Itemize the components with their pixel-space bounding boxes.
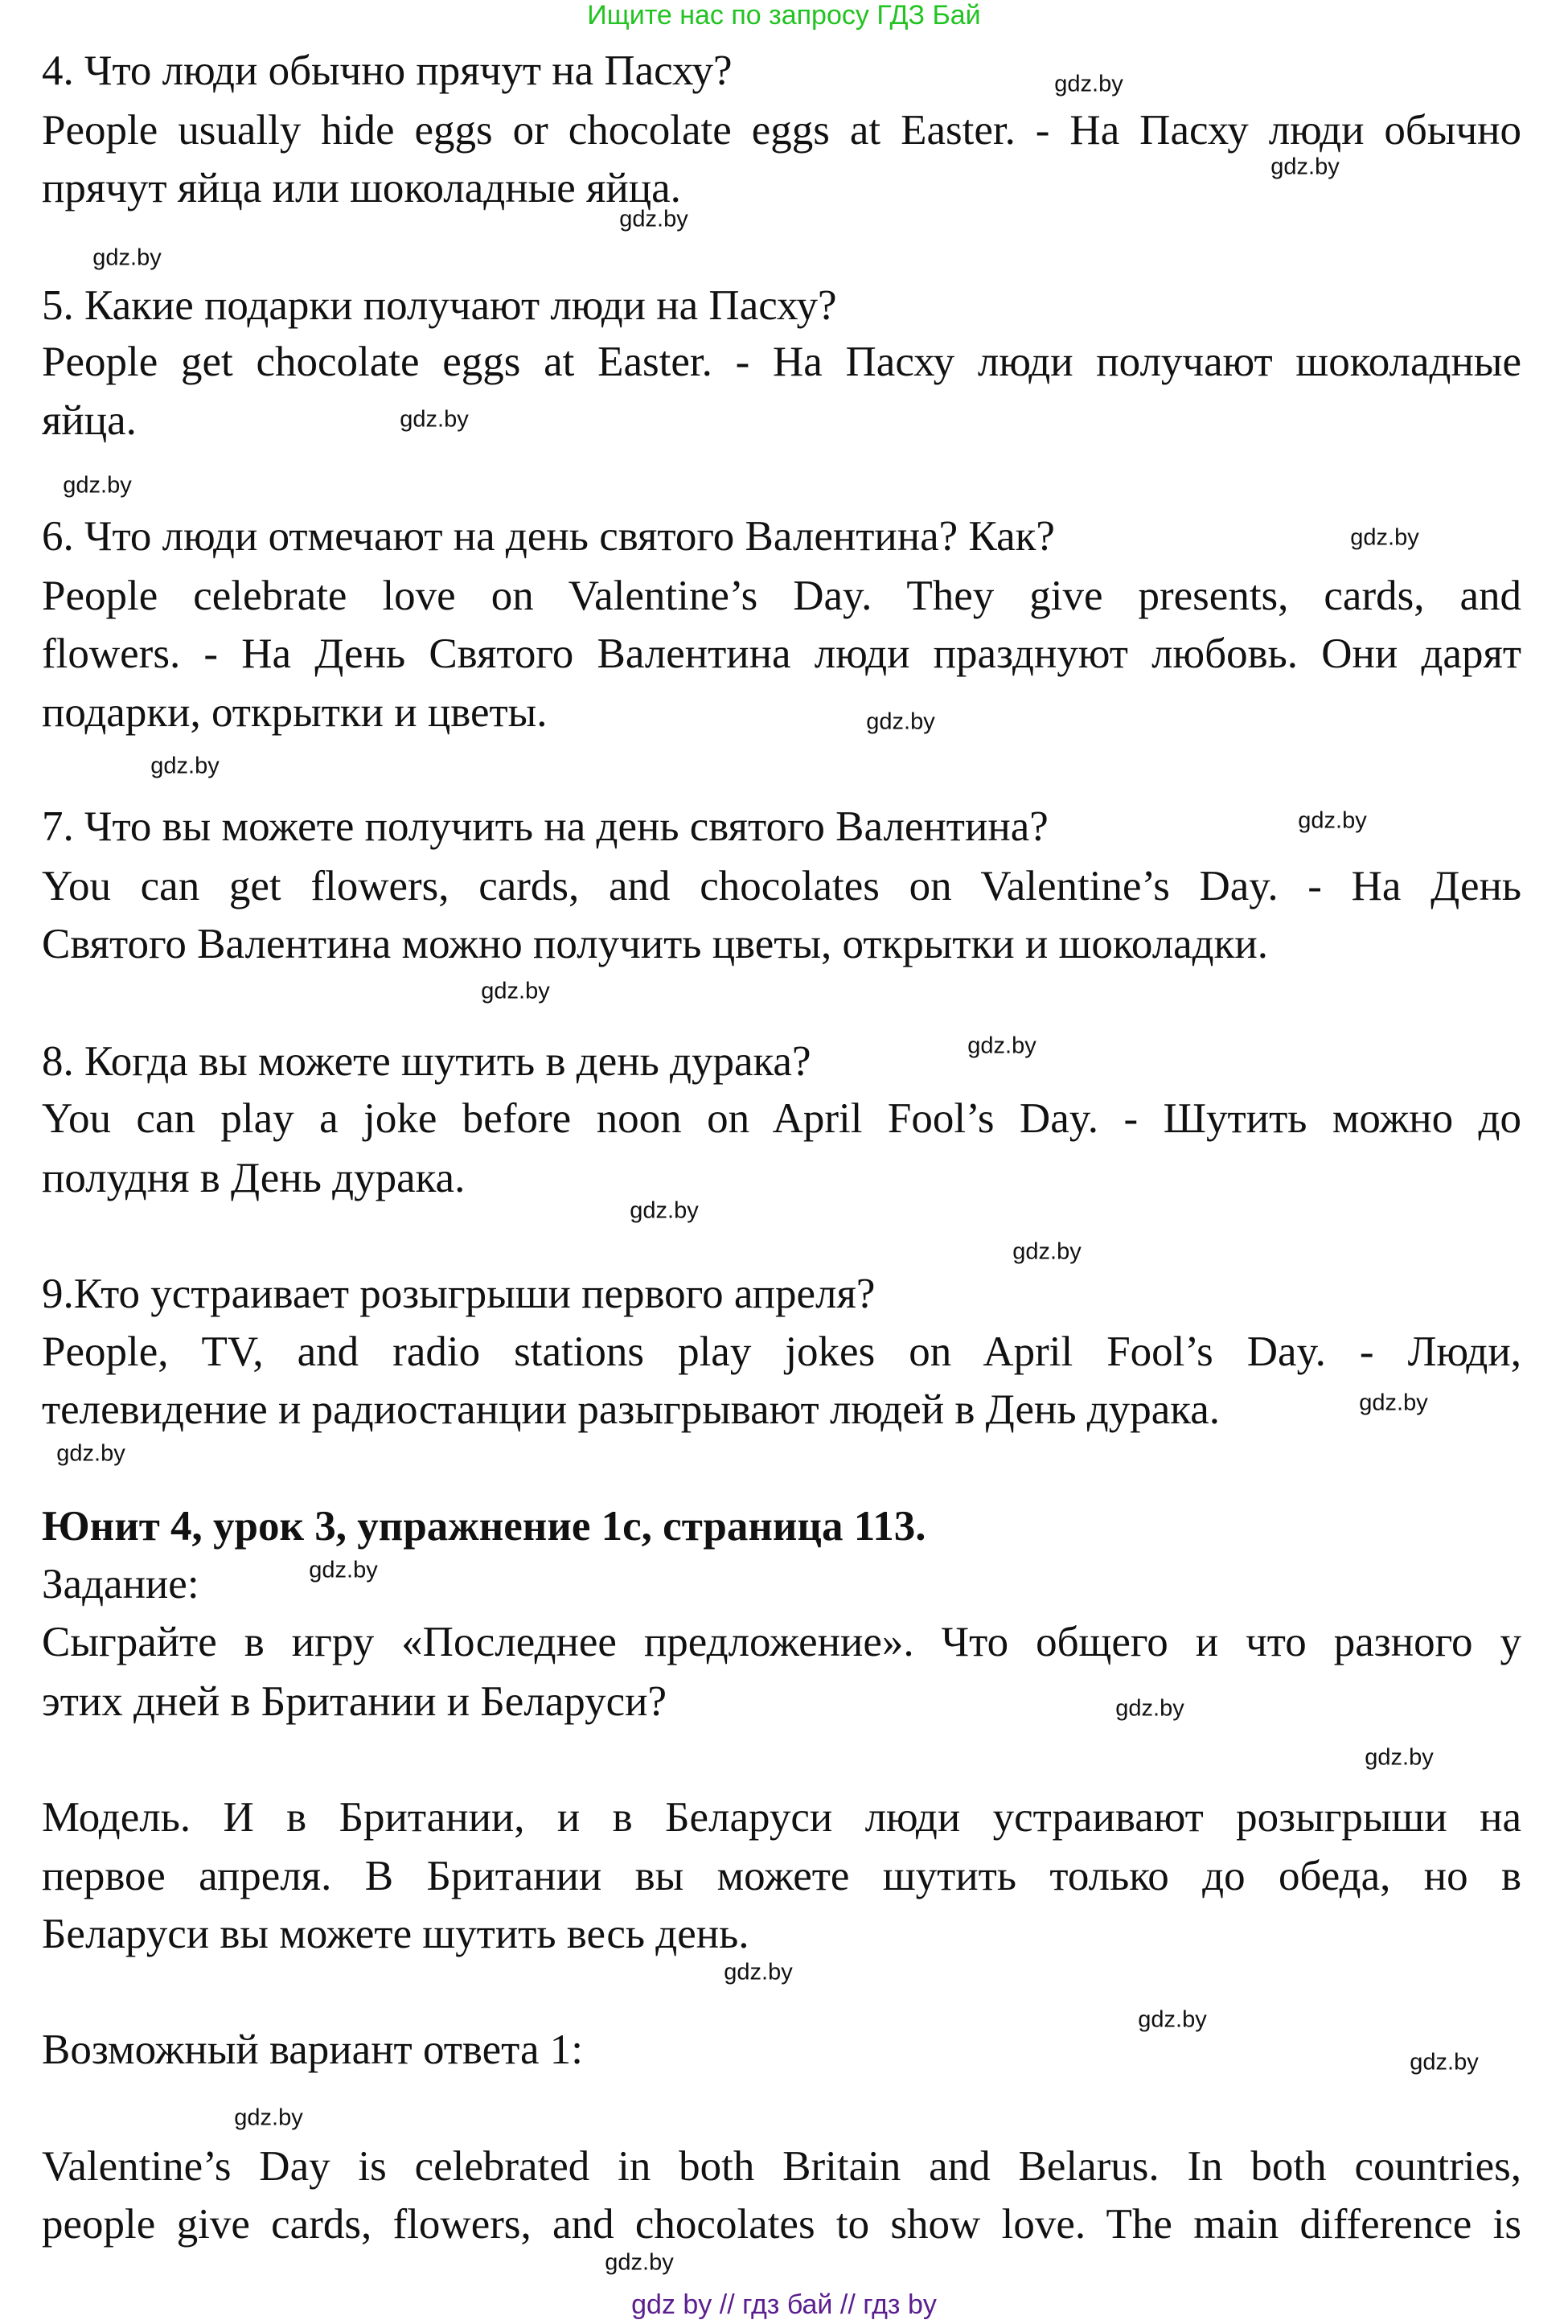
watermark-text: gdz.by	[56, 1440, 125, 1467]
watermark-text: gdz.by	[1138, 2006, 1207, 2033]
watermark-text: gdz.by	[481, 978, 550, 1004]
text-line: Святого Валентина можно получить цветы, открытки и шоколадки.	[42, 921, 1268, 967]
text-line: 7. Что вы можете получить на день святого Валентина?	[42, 803, 1049, 850]
text-line: 9.Кто устраивает розыгрыши первого апреля?	[42, 1271, 876, 1317]
text-line: People, TV, and radio stations play jokes on April Fool’s Day. - Люди,	[42, 1328, 1521, 1375]
watermark-text: gdz.by	[1115, 1695, 1184, 1722]
watermark-text: gdz.by	[150, 753, 220, 779]
search-banner[interactable]: Ищите нас по запросу ГДЗ Бай	[587, 0, 981, 31]
text-line: People celebrate love on Valentine’s Day. They give presents, cards, and	[42, 573, 1521, 619]
text-line: 5. Какие подарки получают люди на Пасху?	[42, 282, 837, 329]
text-line: первое апреля. В Британии вы можете шутить только до обеда, но в	[42, 1853, 1521, 1899]
watermark-text: gdz.by	[605, 2249, 674, 2276]
text-line: Модель. И в Британии, и в Беларуси люди устраивают розыгрыши на	[42, 1794, 1521, 1841]
watermark-text: gdz.by	[1012, 1238, 1082, 1265]
watermark-text: gdz.by	[92, 244, 162, 271]
text-line: Сыграйте в игру «Последнее предложение». Что общего и что разного у	[42, 1619, 1521, 1665]
watermark-text: gdz.by	[400, 406, 469, 433]
watermark-text: gdz.by	[619, 206, 688, 232]
watermark-text: gdz.by	[1270, 154, 1340, 180]
text-line: Valentine’s Day is celebrated in both Britain and Belarus. In both countries,	[42, 2143, 1521, 2190]
watermark-text: gdz.by	[63, 472, 132, 499]
text-line: телевидение и радиостанции разыгрывают людей в День дурака.	[42, 1386, 1221, 1433]
text-line: people give cards, flowers, and chocolates to show love. The main difference is	[42, 2201, 1521, 2248]
watermark-text: gdz.by	[630, 1197, 699, 1224]
text-line: прячут яйца или шоколадные яйца.	[42, 165, 681, 211]
watermark-text: gdz.by	[1410, 2049, 1479, 2076]
watermark-text: gdz.by	[1359, 1390, 1428, 1416]
watermark-text: gdz.by	[1350, 524, 1419, 551]
watermark-text: gdz.by	[309, 1557, 378, 1583]
text-line: Беларуси вы можете шутить весь день.	[42, 1911, 749, 1957]
watermark-text: gdz.by	[234, 2104, 303, 2131]
watermark-text: gdz.by	[967, 1033, 1036, 1059]
text-line: People get chocolate eggs at Easter. - На Пасху люди получают шоколадные	[42, 339, 1521, 385]
section-heading: Юнит 4, урок 3, упражнение 1с, страница 113.	[42, 1503, 926, 1550]
text-line: You can get flowers, cards, and chocolates on Valentine’s Day. - На День	[42, 863, 1521, 909]
text-line: You can play a joke before noon on April Fool’s Day. - Шутить можно до	[42, 1095, 1521, 1142]
watermark-text: gdz.by	[724, 1959, 793, 1985]
text-line: flowers. - На День Святого Валентина люди празднуют любовь. Они дарят	[42, 630, 1521, 677]
footer-links[interactable]: gdz by // гдз бай // гдз by	[631, 2289, 937, 2320]
text-line: подарки, открытки и цветы.	[42, 689, 548, 736]
watermark-text: gdz.by	[1298, 807, 1367, 834]
text-line: 6. Что люди отмечают на день святого Валентина? Как?	[42, 513, 1055, 560]
text-line: этих дней в Британии и Беларуси?	[42, 1678, 667, 1725]
text-line: 8. Когда вы можете шутить в день дурака?	[42, 1038, 811, 1085]
text-line: People usually hide eggs or chocolate eggs at Easter. - На Пасху люди обычно	[42, 107, 1521, 154]
text-line: яйца.	[42, 397, 137, 444]
text-line: 4. Что люди обычно прячут на Пасху?	[42, 47, 733, 94]
text-line: Задание:	[42, 1561, 199, 1608]
text-line: Возможный вариант ответа 1:	[42, 2026, 583, 2073]
watermark-text: gdz.by	[1365, 1744, 1434, 1771]
text-line: полудня в День дурака.	[42, 1155, 466, 1201]
watermark-text: gdz.by	[866, 708, 935, 735]
watermark-text: gdz.by	[1054, 71, 1123, 97]
